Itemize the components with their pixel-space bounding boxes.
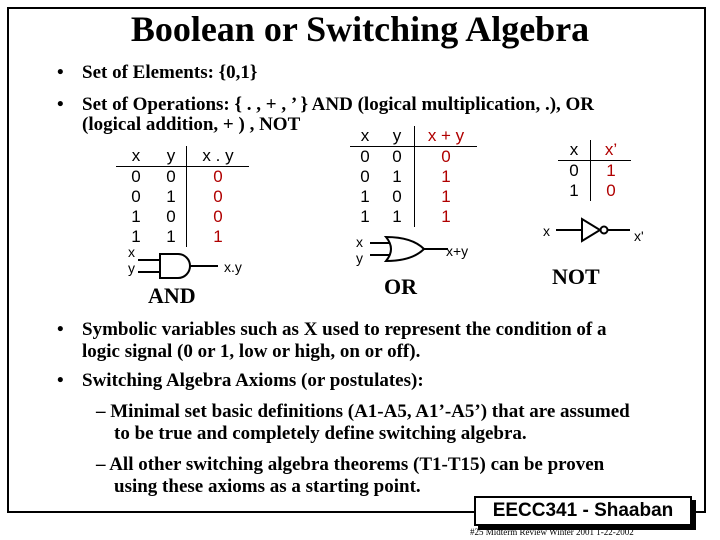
and-cell: 1 <box>131 207 141 226</box>
bullet-set-of-operations: Set of Operations: { . , + , ’ } AND (logical multiplication, .), OR <box>82 94 595 115</box>
bullet-set-of-elements: Set of Elements: {0,1} <box>82 62 258 83</box>
and-output-label: x.y <box>224 259 242 275</box>
not-output-label: x' <box>634 228 644 244</box>
not-input-x-label: x <box>543 223 550 239</box>
or-cell: 0 <box>380 147 415 168</box>
or-output-label: x+y <box>446 243 469 259</box>
and-result-cell: 0 <box>213 187 223 206</box>
or-cell: 0 <box>360 167 370 186</box>
and-cell: 1 <box>156 187 187 207</box>
and-result-cell: 1 <box>213 227 223 246</box>
or-input-y-label: y <box>356 250 363 266</box>
and-result-cell: 0 <box>213 207 223 226</box>
or-result-cell: 1 <box>441 187 451 206</box>
sub-bullet-theorems: – All other switching algebra theorems (T1-T15) can be proven <box>96 454 605 475</box>
and-cell: 0 <box>156 167 187 188</box>
and-header-y: y <box>156 146 187 167</box>
and-input-y-label: y <box>128 260 135 276</box>
or-gate-label: OR <box>384 274 417 299</box>
bullet-symbolic-variables-cont: logic signal (0 or 1, low or high, on or off). <box>82 341 421 362</box>
and-input-x-label: x <box>128 244 135 260</box>
or-header-x: x <box>350 126 380 147</box>
bullet-symbolic-variables: Symbolic variables such as X used to represent the condition of a <box>82 319 607 340</box>
and-header-result: x . y <box>187 146 250 167</box>
and-gate-label: AND <box>148 283 196 308</box>
or-cell: 1 <box>380 167 415 187</box>
bullet-set-of-operations-cont: (logical addition, + ) , NOT <box>82 114 301 135</box>
bullet-dot: • <box>57 319 64 340</box>
or-result-cell: 1 <box>441 207 451 226</box>
sub-bullet-theorems-cont: using these axioms as a starting point. <box>114 476 421 497</box>
slide-footnote: #25 Midterm Review Winter 2001 1-22-2002 <box>470 527 634 537</box>
and-header-x: x <box>116 146 156 167</box>
not-gate-icon <box>556 219 630 241</box>
and-gate-icon <box>138 254 218 278</box>
or-gate-icon <box>370 237 448 261</box>
or-header-result: x + y <box>415 126 478 147</box>
not-header-result: x’ <box>591 140 632 161</box>
bullet-dot: • <box>57 370 64 391</box>
not-header-x: x <box>558 140 591 161</box>
slide-title: Boolean or Switching Algebra <box>130 9 590 49</box>
or-result-cell: 0 <box>441 147 451 166</box>
or-input-x-label: x <box>356 234 363 250</box>
not-result-cell: 1 <box>606 161 616 180</box>
or-cell: 0 <box>360 147 370 166</box>
or-cell: 1 <box>360 187 370 206</box>
bullet-dot: • <box>57 94 64 115</box>
sub-bullet-minimal-set-cont: to be true and completely define switching algebra. <box>114 423 527 444</box>
and-cell: 0 <box>131 167 141 186</box>
not-result-cell: 0 <box>606 181 616 200</box>
or-cell: 1 <box>380 207 415 227</box>
not-gate-label: NOT <box>552 264 600 289</box>
course-footer-badge: EECC341 - Shaaban <box>474 496 692 526</box>
and-cell: 0 <box>131 187 141 206</box>
not-cell: 0 <box>558 161 591 182</box>
or-cell: 0 <box>380 187 415 207</box>
sub-bullet-minimal-set: – Minimal set basic definitions (A1-A5, A1’-A5’) that are assumed <box>96 401 630 422</box>
or-cell: 1 <box>360 207 370 226</box>
bullet-dot: • <box>57 62 64 83</box>
and-cell: 1 <box>131 227 141 246</box>
not-cell: 1 <box>558 181 591 201</box>
and-result-cell: 0 <box>213 167 223 186</box>
or-result-cell: 1 <box>441 167 451 186</box>
and-cell: 1 <box>156 227 187 247</box>
and-cell: 0 <box>156 207 187 227</box>
or-header-y: y <box>380 126 415 147</box>
bullet-axioms: Switching Algebra Axioms (or postulates): <box>82 370 424 391</box>
